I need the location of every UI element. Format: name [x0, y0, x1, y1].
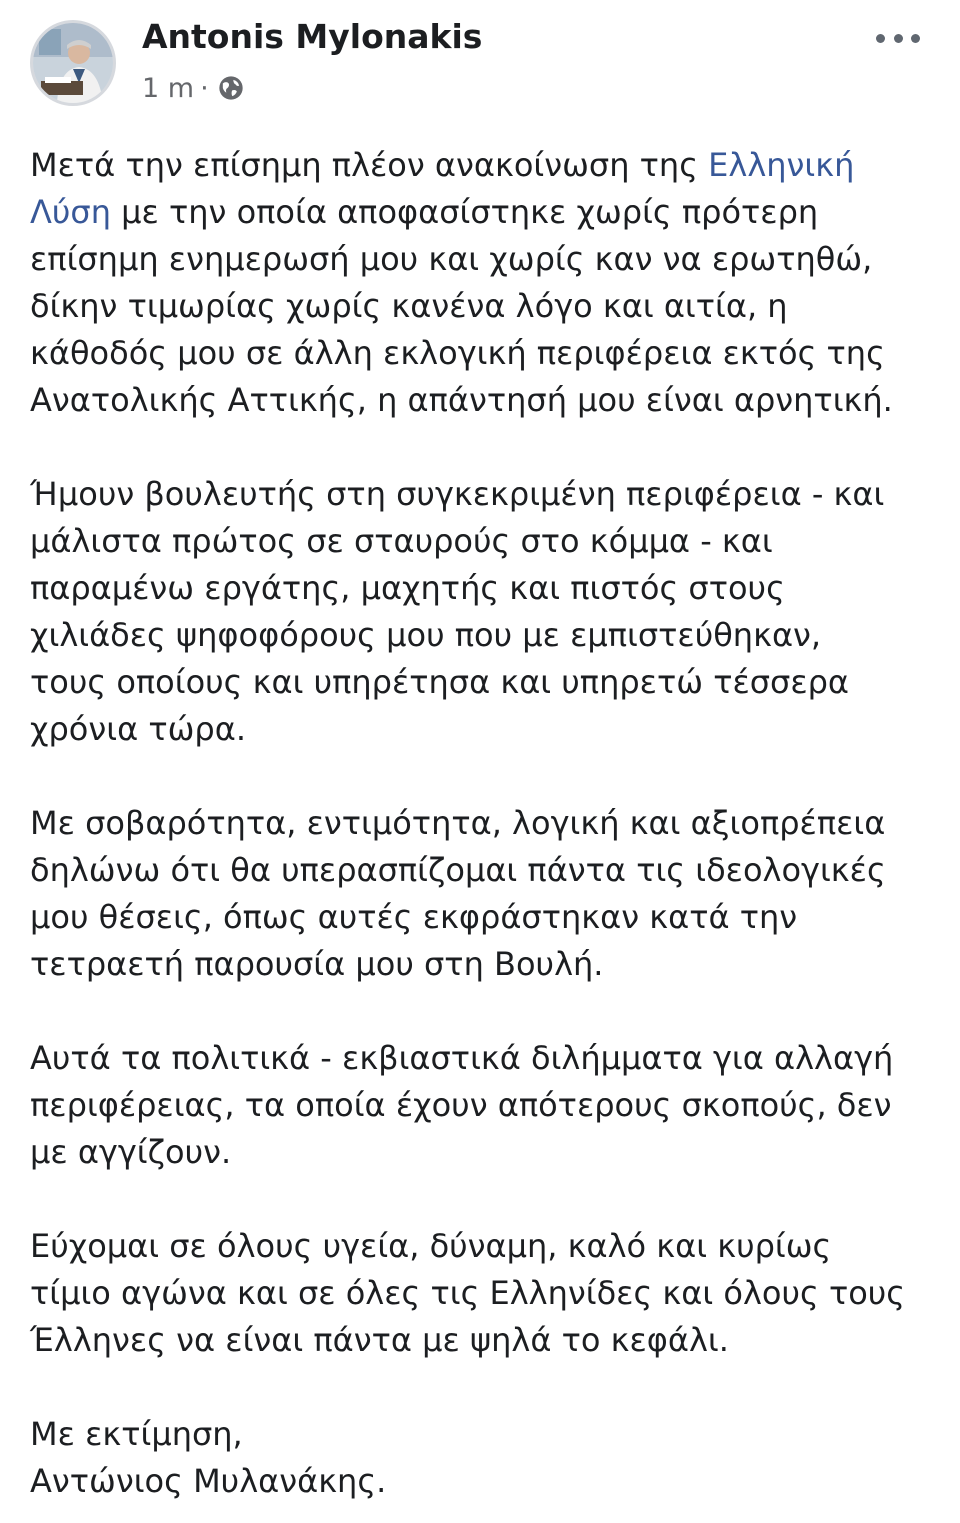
post-timestamp[interactable]: 1 m: [142, 72, 195, 104]
post-body: [30, 142, 940, 1505]
meta-separator: ·: [200, 72, 209, 104]
more-options-button[interactable]: [876, 28, 920, 48]
post-paragraph-5: Εύχομαι σε όλους υγεία, δύναμη, καλό και κυρίως τίμιο αγώνα και σε όλες τις Ελληνίδες και όλους τους Έλληνες να είναι πάντα με ψηλά το κεφάλι.: [30, 1227, 906, 1359]
more-dot: [876, 34, 885, 43]
post-meta: [142, 70, 245, 106]
author-avatar[interactable]: [30, 20, 116, 106]
paragraph-text: με την οποία αποφασίστηκε χωρίς πρότερη επίσημη ενημερωσή μου και χωρίς καν να ερωτηθώ, δίκην τιμωρίας χωρίς κανένα λόγο και αιτία, η κάθοδός μου σε άλλη εκλογική περιφέρεια εκτός της Ανατολικής Αττικής, η απάντησή μου είναι αρνητική.: [30, 193, 893, 419]
paragraph-text: Μετά την επίσημη πλέον ανακοίνωση της: [30, 146, 709, 184]
post-signature: Με εκτίμηση, Αντώνιος Μυλανάκης.: [30, 1415, 387, 1500]
author-name[interactable]: Antonis Mylonakis: [142, 17, 483, 56]
post-paragraph-3: Με σοβαρότητα, εντιμότητα, λογική και αξιοπρέπεια δηλώνω ότι θα υπερασπίζομαι πάντα τις ιδεολογικές μου θέσεις, όπως αυτές εκφράστηκαν κατά την τετραετή παρουσία μου στη Βουλή.: [30, 804, 886, 983]
post-paragraph-2: Ήμουν βουλευτής στη συγκεκριμένη περιφέρεια - και μάλιστα πρώτος σε σταυρούς στο κόμμα - και παραμένω εργάτης, μαχητής και πιστός στους χιλιάδες ψηφοφόρους μου που με εμπιστεύθηκαν, τους οποίους και υπηρέτησα και υπηρετώ τέσσερα χρόνια τώρα.: [30, 475, 885, 748]
page-link-elliniki-lysi[interactable]: Ελληνική Λύση: [30, 146, 855, 231]
post-paragraph-1: [30, 142, 940, 424]
profile-photo: [33, 23, 113, 103]
post-paragraph-4: Αυτά τα πολιτικά - εκβιαστικά διλήμματα για αλλαγή περιφέρειας, τα οποία έχουν απότερους σκοπούς, δεν με αγγίζουν.: [30, 1039, 894, 1171]
globe-icon: [217, 74, 245, 102]
more-dot: [894, 34, 903, 43]
post-header: [0, 0, 960, 120]
more-dot: [911, 34, 920, 43]
